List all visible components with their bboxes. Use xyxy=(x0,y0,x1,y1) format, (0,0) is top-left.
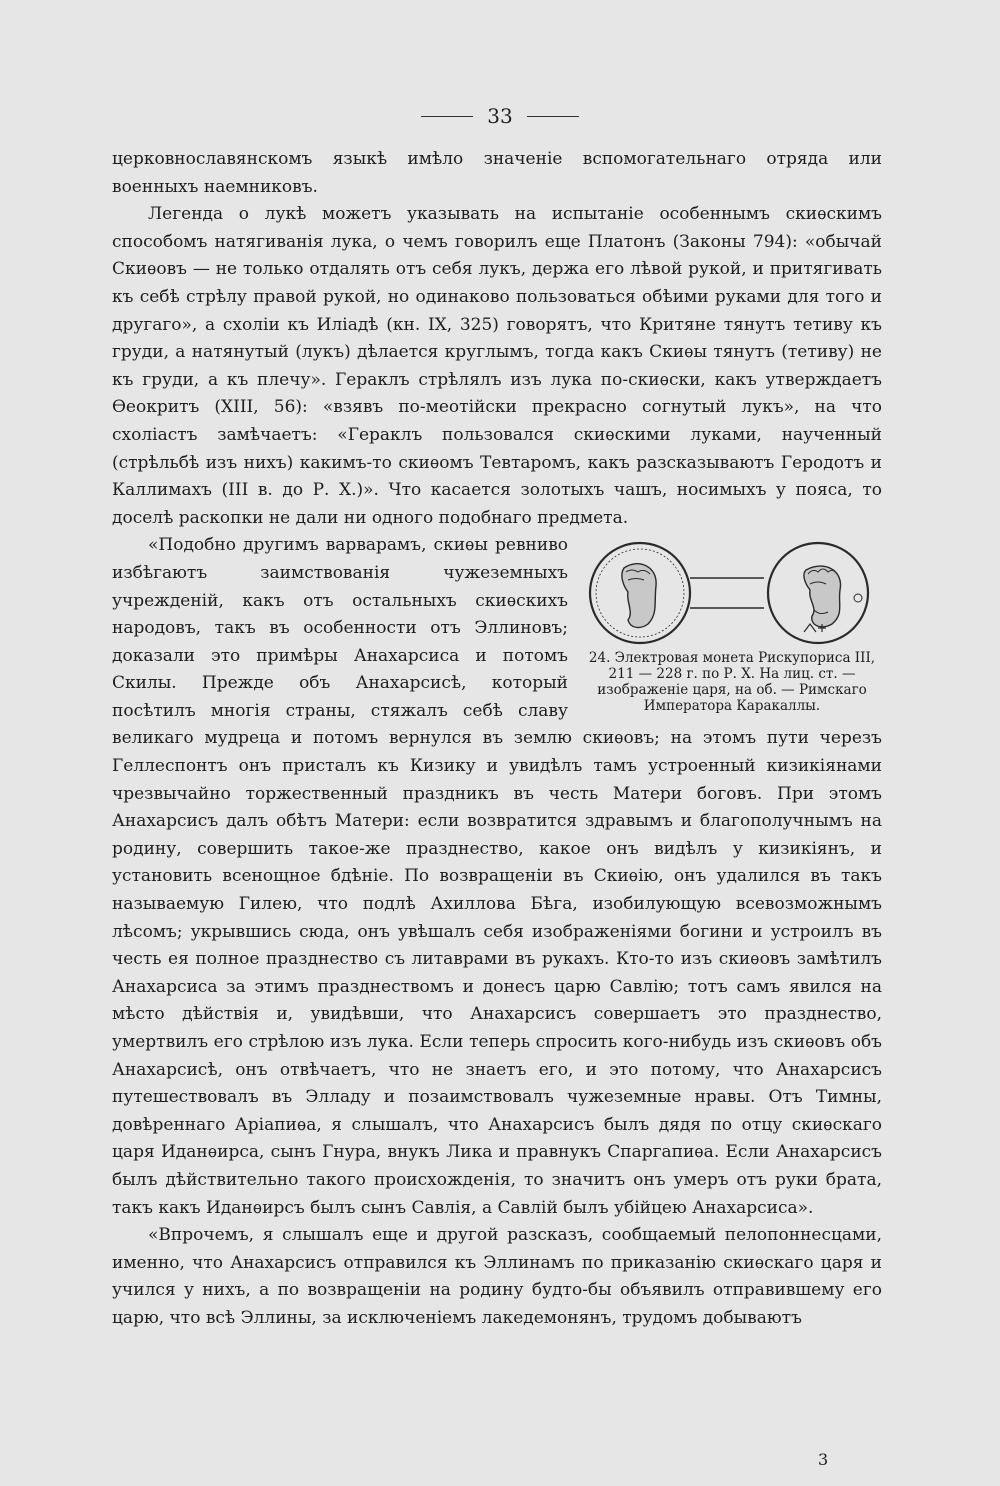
paragraph-continued: церковнославянскомъ языкѣ имѣло значеніе вспомогательнаго отряда или военныхъ наемниковъ. xyxy=(112,149,882,197)
coin-figure xyxy=(582,540,882,714)
page-header xyxy=(0,104,1000,128)
main-text xyxy=(112,146,882,1333)
paragraph-peloponnesians: «Впрочемъ, я слышалъ еще и другой разсказъ, сообщаемый пелопоннесцами, именно, что Анахарсисъ отправился къ Эллинамъ по приказанію скиѳскаго царя и учился у нихъ, а по возвращеніи на родину будто-бы объявилъ отправившему его царю, что всѣ Эллины, за исключеніемъ лакедемонянъ, трудомъ добываютъ xyxy=(112,1225,882,1328)
page-number: 33 xyxy=(487,104,513,128)
paragraph-bow-legend: Легенда о лукѣ можетъ указывать на испытаніе особеннымъ скиѳскимъ способомъ натягиванія лука, о чемъ говорилъ еще Платонъ (Законы 794): «обычай Скиѳовъ — не только отдалять отъ себя лукъ, держа его лѣвой рукой, и притягивать къ себѣ стрѣлу правой рукой, но одинаково пользоваться обѣими руками для того и другаго», а схоліи къ Иліадѣ (кн. IX, 325) говорятъ, что Критяне тянутъ тетиву къ груди, а натянутый (лукъ) дѣлается круглымъ, тогда какъ Скиѳы тянутъ (тетиву) не къ груди, а къ плечу». Гераклъ стрѣлялъ изъ лука по-скиѳски, какъ утверждаетъ Ѳеокритъ (XIII, 56): «взявъ по-меотійски прекрасно согнутый лукъ», на что схоліастъ замѣчаетъ: «Гераклъ пользовался скиѳскими луками, наученный (стрѣльбѣ изъ нихъ) какимъ-то скиѳомъ Тевтаромъ, какъ разсказываютъ Геродотъ и Каллимахъ (III в. до Р. Х.)». Что касается золотыхъ чашъ, носимыхъ у пояса, то доселѣ раскопки не дали ни одного подобнаго предмета. xyxy=(112,204,882,528)
coin-illustration xyxy=(582,540,882,646)
header-rule-right xyxy=(527,116,579,117)
figure-caption: 24. Электровая монета Рискупориса III, 211 — 228 г. по Р. Х. На лиц. ст. — изображеніе царя, на об. — Римскаго Императора Каракаллы. xyxy=(588,650,876,715)
paragraph-anacharsis: «Подобно другимъ варварамъ, скиѳы ревниво избѣгаютъ заимствованія чужеземныхъ учрежденій, какъ отъ остальныхъ скиѳскихъ народовъ, такъ въ особенности отъ Эллиновъ; доказали это примѣры Анахарсиса и потомъ Скилы. Прежде объ Анахарсисѣ, который посѣтилъ многія страны, стяжалъ себѣ славу великаго мудреца и потомъ вернулся въ землю скиѳовъ; на этомъ пути черезъ Геллеспонтъ онъ присталъ къ Кизику и увидѣлъ тамъ устроенный кизикіянами чрезвычайно торжественный праздникъ въ честь Матери боговъ. При этомъ Анахарсисъ далъ обѣтъ Матери: если возвратится здравымъ и благополучнымъ на родину, совершить такое-же празднество, какое онъ видѣлъ у кизикіянъ, и установить всенощное бдѣніе. По возвращеніи въ Скиѳію, онъ удалился въ такъ называемую Гилею, что подлѣ Ахиллова Бѣга, изобилующую всевозможнымъ лѣсомъ; укрывшись сюда, онъ увѣшалъ себя изображеніями богини и устроилъ въ честь ея полное празднество съ литаврами въ рукахъ. Кто-то изъ скиѳовъ замѣтилъ Анахарсиса за этимъ празднествомъ и донесъ царю Савлію; тотъ самъ явился на мѣсто дѣйствія и, увидѣвши, что Анахарсисъ совершаетъ это празднество, умертвилъ его стрѣлою изъ лука. Если теперь спросить кого-нибудь изъ скиѳовъ объ Анахарсисѣ, онъ отвѣчаетъ, что не знаетъ его, и это потому, что Анахарсисъ путешествовалъ въ Элладу и позаимствовалъ чужеземные нравы. Отъ Тимны, довѣреннаго Аріапиѳа, я слышалъ, что Анахарсисъ былъ дядя по отцу скиѳскаго царя Иданѳирса, сынъ Гнура, внукъ Лика и правнукъ Спаргапиѳа. Если Анахарсисъ былъ дѣйствительно такого происхожденія, то значитъ онъ умеръ отъ руки брата, такъ какъ Иданѳирсъ былъ сынъ Савлія, а Савлій былъ убійцею Анахарсиса». xyxy=(112,535,882,1218)
header-rule-left xyxy=(421,116,473,117)
signature-mark: 3 xyxy=(818,1450,829,1469)
